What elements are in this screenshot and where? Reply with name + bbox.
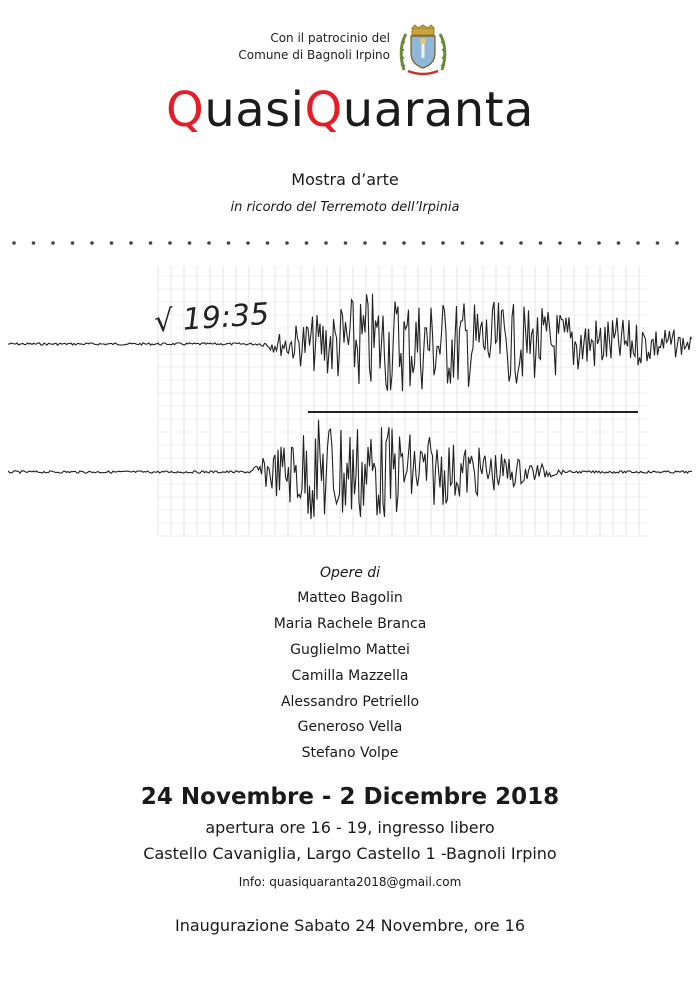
title-q-first: Q (166, 82, 205, 138)
artist-name: Generoso Vella (297, 719, 403, 736)
opening-hours: apertura ore 16 - 19, ingresso libero (205, 818, 495, 837)
artists-section (0, 560, 700, 767)
seismogram-image (8, 236, 692, 548)
title-q-second: Q (304, 82, 343, 138)
artist-name: Matteo Bagolin (297, 590, 403, 606)
artist-name: Guglielmo Mattei (290, 641, 410, 658)
inauguration-note: Inaugurazione Sabato 24 Novembre, ore 16 (174, 916, 526, 935)
title-segment-uaranta: uaranta (342, 82, 534, 138)
artist-name: Camilla Mazzella (291, 667, 409, 684)
artist-name: Stefano Volpe (301, 745, 399, 762)
contact-info: Info: quasiquaranta2018@gmail.com (238, 875, 462, 889)
artist-name: Alessandro Petriello (280, 693, 420, 710)
subtitle: Mostra d’arte (291, 170, 399, 189)
tagline: in ricordo del Terremoto dell’Irpinia (230, 200, 460, 215)
patronage-line-1: Con il patrocinio del (270, 31, 390, 45)
event-dates: 24 Novembre - 2 Dicembre 2018 (140, 784, 560, 810)
event-title (0, 82, 700, 138)
venue-address: Castello Cavaniglia, Largo Castello 1 -Bagnoli Irpino (143, 844, 557, 863)
title-segment-uasi: uasi (204, 82, 305, 138)
artists-heading: Opere di (319, 565, 381, 581)
municipal-crest-icon (398, 24, 448, 76)
patronage-text (205, 30, 390, 64)
seismogram-annotation: √ 19:35 (153, 296, 271, 340)
patronage-line-2: Comune di Bagnoli Irpino (238, 48, 390, 62)
artist-name: Maria Rachele Branca (273, 615, 427, 632)
